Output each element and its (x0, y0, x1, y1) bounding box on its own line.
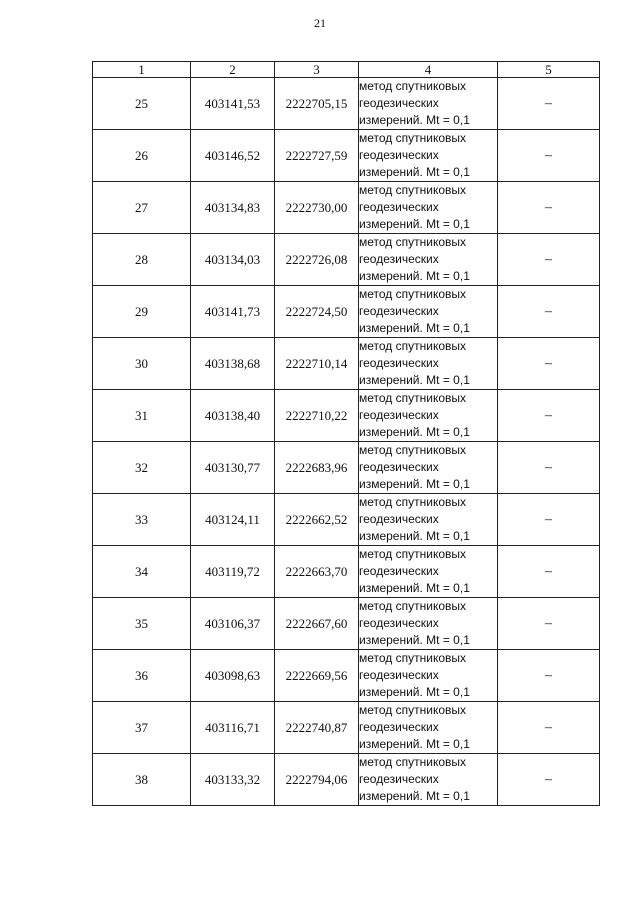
table-row (93, 390, 600, 442)
point-number: 37 (93, 702, 191, 754)
note-cell: – (498, 338, 600, 390)
note-cell: – (498, 754, 600, 806)
point-number: 35 (93, 598, 191, 650)
measurement-method: метод спутниковых геодезических измерений. Mt = 0,1 (359, 338, 498, 390)
coordinate-x: 403141,53 (191, 78, 275, 130)
measurement-method: метод спутниковых геодезических измерений. Mt = 0,1 (359, 546, 498, 598)
table-header-row (93, 62, 600, 78)
point-number: 32 (93, 442, 191, 494)
point-number: 30 (93, 338, 191, 390)
point-number: 34 (93, 546, 191, 598)
coordinate-x: 403116,71 (191, 702, 275, 754)
note-cell: – (498, 130, 600, 182)
coordinate-y: 2222710,22 (275, 390, 359, 442)
coordinate-y: 2222667,60 (275, 598, 359, 650)
point-number: 29 (93, 286, 191, 338)
measurement-method: метод спутниковых геодезических измерений. Mt = 0,1 (359, 286, 498, 338)
coordinate-y: 2222794,06 (275, 754, 359, 806)
point-number: 38 (93, 754, 191, 806)
table-row (93, 130, 600, 182)
column-header-3: 3 (275, 62, 359, 78)
table-row (93, 598, 600, 650)
coordinate-x: 403141,73 (191, 286, 275, 338)
coordinate-x: 403130,77 (191, 442, 275, 494)
measurement-method: метод спутниковых геодезических измерений. Mt = 0,1 (359, 702, 498, 754)
coordinate-x: 403138,40 (191, 390, 275, 442)
measurement-method: метод спутниковых геодезических измерений. Mt = 0,1 (359, 650, 498, 702)
measurement-method: метод спутниковых геодезических измерений. Mt = 0,1 (359, 390, 498, 442)
note-cell: – (498, 598, 600, 650)
column-header-1: 1 (93, 62, 191, 78)
coordinate-y: 2222730,00 (275, 182, 359, 234)
coordinate-x: 403134,03 (191, 234, 275, 286)
coordinate-x: 403119,72 (191, 546, 275, 598)
coordinate-x: 403106,37 (191, 598, 275, 650)
coordinate-y: 2222663,70 (275, 546, 359, 598)
note-cell: – (498, 546, 600, 598)
point-number: 26 (93, 130, 191, 182)
note-cell: – (498, 442, 600, 494)
coordinate-x: 403098,63 (191, 650, 275, 702)
note-cell: – (498, 78, 600, 130)
measurement-method: метод спутниковых геодезических измерений. Mt = 0,1 (359, 182, 498, 234)
note-cell: – (498, 286, 600, 338)
note-cell: – (498, 390, 600, 442)
coordinates-table (92, 61, 600, 806)
coordinate-y: 2222740,87 (275, 702, 359, 754)
table-row (93, 702, 600, 754)
measurement-method: метод спутниковых геодезических измерений. Mt = 0,1 (359, 130, 498, 182)
point-number: 36 (93, 650, 191, 702)
point-number: 31 (93, 390, 191, 442)
table-row (93, 234, 600, 286)
measurement-method: метод спутниковых геодезических измерений. Mt = 0,1 (359, 754, 498, 806)
measurement-method: метод спутниковых геодезических измерений. Mt = 0,1 (359, 598, 498, 650)
coordinate-y: 2222724,50 (275, 286, 359, 338)
table-row (93, 650, 600, 702)
point-number: 33 (93, 494, 191, 546)
coordinate-x: 403133,32 (191, 754, 275, 806)
column-header-2: 2 (191, 62, 275, 78)
coordinate-y: 2222669,56 (275, 650, 359, 702)
table-row (93, 182, 600, 234)
coordinate-x: 403146,52 (191, 130, 275, 182)
page-number: 21 (314, 16, 326, 30)
table-row (93, 338, 600, 390)
point-number: 27 (93, 182, 191, 234)
table-row (93, 442, 600, 494)
point-number: 28 (93, 234, 191, 286)
measurement-method: метод спутниковых геодезических измерений. Mt = 0,1 (359, 234, 498, 286)
coordinate-y: 2222710,14 (275, 338, 359, 390)
note-cell: – (498, 182, 600, 234)
measurement-method: метод спутниковых геодезических измерений. Mt = 0,1 (359, 78, 498, 130)
coordinate-y: 2222705,15 (275, 78, 359, 130)
note-cell: – (498, 234, 600, 286)
point-number: 25 (93, 78, 191, 130)
coordinate-x: 403138,68 (191, 338, 275, 390)
note-cell: – (498, 650, 600, 702)
table-row (93, 494, 600, 546)
measurement-method: метод спутниковых геодезических измерений. Mt = 0,1 (359, 494, 498, 546)
coordinate-x: 403124,11 (191, 494, 275, 546)
coordinate-y: 2222727,59 (275, 130, 359, 182)
table-row (93, 78, 600, 130)
coordinate-y: 2222662,52 (275, 494, 359, 546)
column-header-5: 5 (498, 62, 600, 78)
measurement-method: метод спутниковых геодезических измерений. Mt = 0,1 (359, 442, 498, 494)
table-row (93, 286, 600, 338)
note-cell: – (498, 702, 600, 754)
note-cell: – (498, 494, 600, 546)
table-row (93, 546, 600, 598)
column-header-4: 4 (359, 62, 498, 78)
coordinate-x: 403134,83 (191, 182, 275, 234)
coordinate-y: 2222726,08 (275, 234, 359, 286)
coordinate-y: 2222683,96 (275, 442, 359, 494)
table-row (93, 754, 600, 806)
